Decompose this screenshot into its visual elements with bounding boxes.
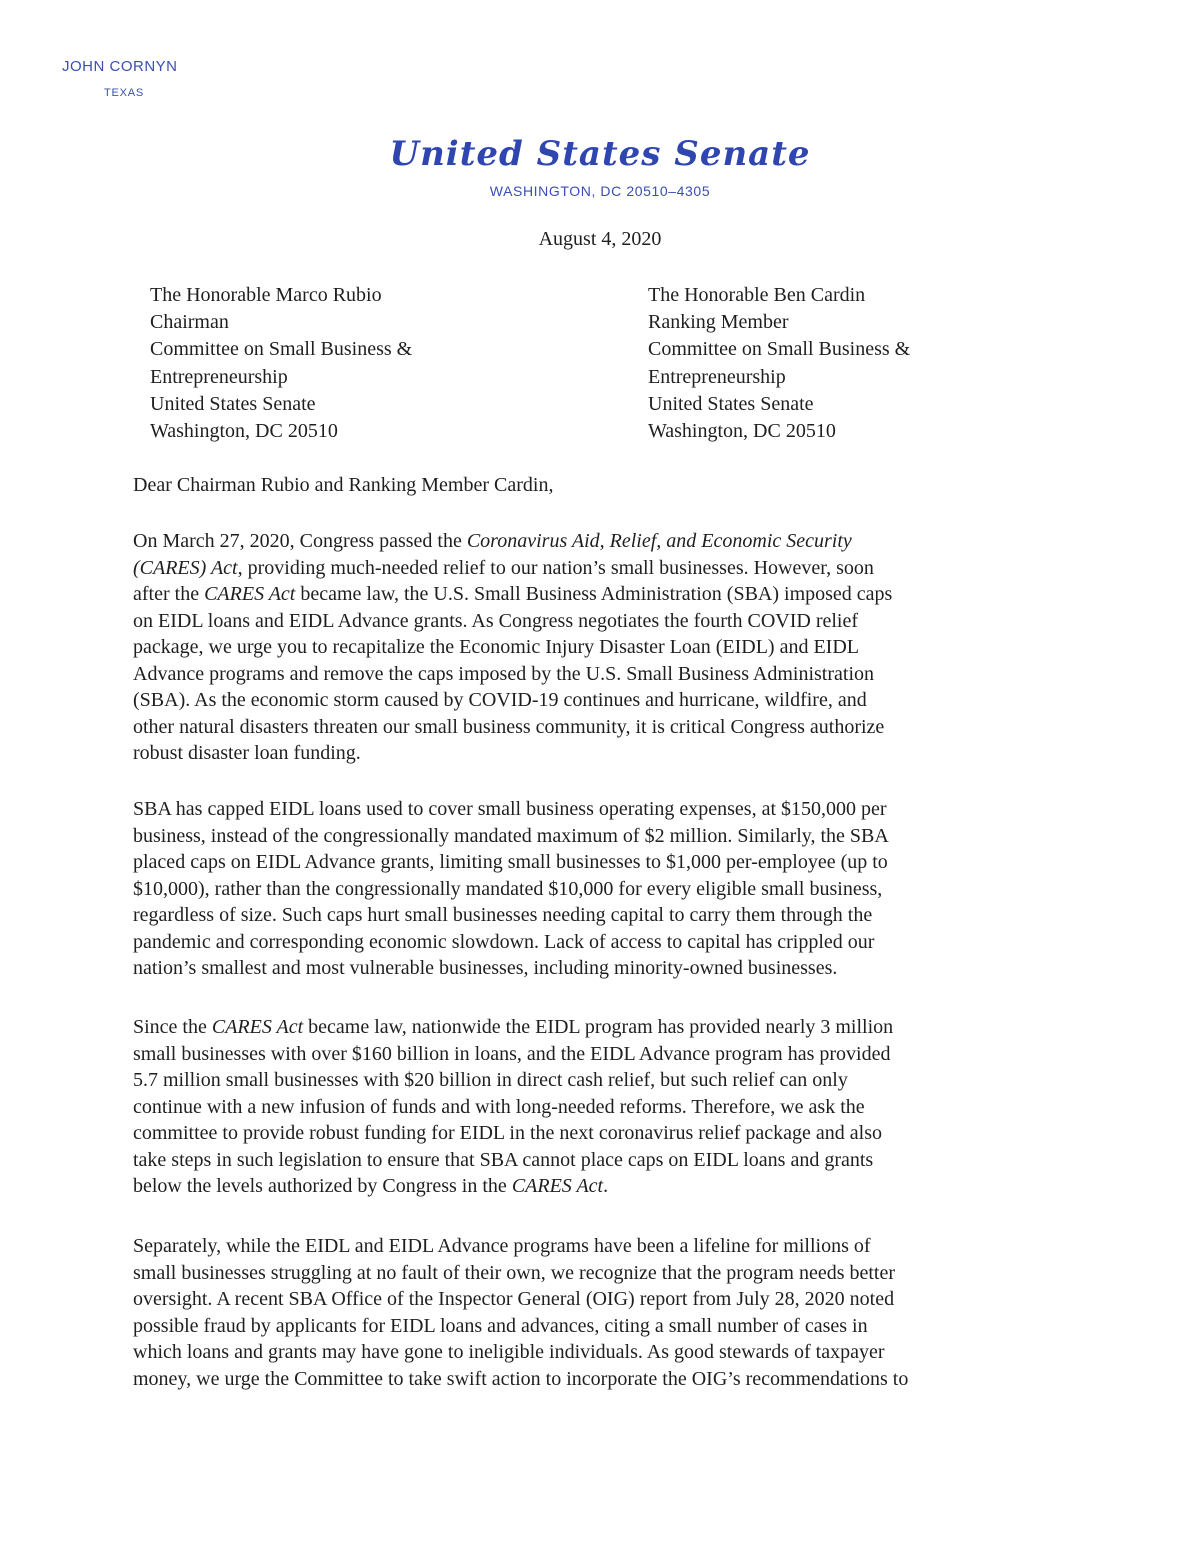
text-run: continue with a new infusion of funds and with long-needed reforms. Therefore, we ask the <box>133 1095 865 1118</box>
text-run: package, we urge you to recapitalize the Economic Injury Disaster Loan (EIDL) and EIDL <box>133 636 860 658</box>
paragraph-line <box>133 1366 1033 1393</box>
recipient-line: Entrepreneurship <box>648 365 786 388</box>
text-run: Separately, while the EIDL and EIDL Advance programs have been a lifeline for millions of <box>133 1235 871 1257</box>
paragraph-line <box>133 714 1033 741</box>
paragraph-line <box>133 1260 1033 1287</box>
body-paragraph <box>133 528 1033 767</box>
paragraph-line <box>133 740 1033 767</box>
text-run: $10,000), rather than the congressionally mandated $10,000 for every eligible small business, <box>133 877 883 900</box>
paragraph-line <box>133 1286 1033 1313</box>
paragraph-line <box>133 687 1033 714</box>
text-run: , providing much-needed relief to our nation’s small businesses. However, soon <box>237 556 874 579</box>
italic-title: (CARES) Act <box>133 556 238 579</box>
sender-state: TEXAS <box>104 87 145 99</box>
paragraph-line <box>133 1014 1033 1041</box>
sender-block <box>62 58 178 99</box>
paragraph-line <box>133 608 1033 635</box>
text-run: possible fraud by applicants for EIDL loans and advances, citing a small number of cases in <box>133 1314 868 1337</box>
text-run: other natural disasters threaten our small business community, it is critical Congress authorize <box>133 715 885 738</box>
text-run: SBA has capped EIDL loans used to cover small business operating expenses, at $150,000 per <box>133 798 887 820</box>
sender-name: JOHN CORNYN <box>62 58 178 75</box>
recipient-line: United States Senate <box>150 392 316 415</box>
italic-title: CARES Act <box>511 1175 604 1197</box>
text-run: money, we urge the Committee to take swift action to incorporate the OIG’s recommendations to <box>133 1367 909 1390</box>
recipient-line: Committee on Small Business & <box>648 338 911 361</box>
paragraph-line <box>133 581 1033 608</box>
paragraph-line <box>133 1339 1033 1366</box>
recipient-chairman <box>150 282 412 445</box>
paragraph-line <box>133 528 1033 555</box>
text-run: oversight. A recent SBA Office of the Inspector General (OIG) report from July 28, 2020 noted <box>133 1288 895 1310</box>
recipient-line: Chairman <box>150 311 229 334</box>
text-run: nation’s smallest and most vulnerable businesses, including minority-owned businesses. <box>133 957 838 979</box>
paragraph-line <box>133 929 1033 956</box>
recipient-line: Committee on Small Business & <box>150 338 413 361</box>
paragraph-line <box>133 1233 1033 1260</box>
text-run: (SBA). As the economic storm caused by COVID-19 continues and hurricane, wildfire, and <box>133 689 867 711</box>
recipient-line: The Honorable Ben Cardin <box>648 284 866 306</box>
paragraph-line <box>133 876 1033 903</box>
text-run: business, instead of the congressionally mandated maximum of $2 million. Similarly, the SBA <box>133 824 889 847</box>
text-run: became law, the U.S. Small Business Administration (SBA) imposed caps <box>295 583 893 605</box>
paragraph-line <box>133 955 1033 982</box>
text-run: placed caps on EIDL Advance grants, limiting small businesses to $1,000 per-employee (up to <box>133 851 888 873</box>
paragraph-line <box>133 1067 1033 1094</box>
text-run: Since the <box>133 1016 212 1038</box>
text-run: regardless of size. Such caps hurt small businesses needing capital to carry them through the <box>133 904 873 926</box>
recipient-line: The Honorable Marco Rubio <box>150 284 382 306</box>
letter-date: August 4, 2020 <box>538 228 662 250</box>
text-run: . <box>603 1175 609 1197</box>
paragraph-line <box>133 1120 1033 1147</box>
text-run: small businesses with over $160 billion in loans, and the EIDL Advance program has provided <box>133 1042 891 1065</box>
recipient-line: United States Senate <box>648 392 814 415</box>
text-run: which loans and grants may have gone to ineligible individuals. As good stewards of taxpayer <box>133 1341 885 1363</box>
paragraph-line <box>133 661 1033 688</box>
text-run: robust disaster loan funding. <box>133 742 361 764</box>
paragraph-line <box>133 1173 1033 1200</box>
text-run: below the levels authorized by Congress in the <box>133 1175 512 1197</box>
text-run: On March 27, 2020, Congress passed the <box>133 530 467 552</box>
text-run: 5.7 million small businesses with $20 billion in direct cash relief, but such relief can only <box>133 1069 848 1091</box>
paragraph-line <box>133 902 1033 929</box>
text-run: on EIDL loans and EIDL Advance grants. As Congress negotiates the fourth COVID relief <box>133 609 859 632</box>
recipient-line: Entrepreneurship <box>150 365 288 388</box>
text-run: small businesses struggling at no fault of their own, we recognize that the program needs better <box>133 1261 896 1284</box>
paragraph-line <box>133 796 1033 823</box>
recipient-line: Ranking Member <box>648 311 789 334</box>
paragraph-line <box>133 1094 1033 1121</box>
paragraph-line <box>133 849 1033 876</box>
recipient-line: Washington, DC 20510 <box>150 420 338 443</box>
italic-title: CARES Act <box>204 583 296 605</box>
paragraph-line <box>133 1313 1033 1340</box>
paragraph-line <box>133 634 1033 661</box>
recipient-line: Washington, DC 20510 <box>648 420 836 443</box>
text-run: committee to provide robust funding for EIDL in the next coronavirus relief package and also <box>133 1122 883 1144</box>
paragraph-line <box>133 1147 1033 1174</box>
italic-title: Coronavirus Aid, Relief, and Economic Security <box>466 530 852 552</box>
body-paragraph <box>133 1014 1033 1200</box>
senate-masthead: United States Senate <box>389 134 811 174</box>
body-paragraph <box>133 796 1033 982</box>
senate-address: WASHINGTON, DC 20510–4305 <box>489 183 711 199</box>
text-run: Advance programs and remove the caps imposed by the U.S. Small Business Administration <box>133 662 874 685</box>
text-run: take steps in such legislation to ensure that SBA cannot place caps on EIDL loans and grants <box>133 1148 874 1171</box>
body-paragraph <box>133 1233 1033 1392</box>
text-run: pandemic and corresponding economic slowdown. Lack of access to capital has crippled our <box>133 930 875 953</box>
text-run: became law, nationwide the EIDL program has provided nearly 3 million <box>303 1016 894 1038</box>
italic-title: CARES Act <box>211 1016 304 1038</box>
salutation: Dear Chairman Rubio and Ranking Member Cardin, <box>133 474 554 496</box>
paragraph-line <box>133 555 1033 582</box>
text-run: after the <box>133 583 205 605</box>
paragraph-line <box>133 1041 1033 1068</box>
paragraph-line <box>133 823 1033 850</box>
recipient-ranking-member <box>648 282 910 445</box>
